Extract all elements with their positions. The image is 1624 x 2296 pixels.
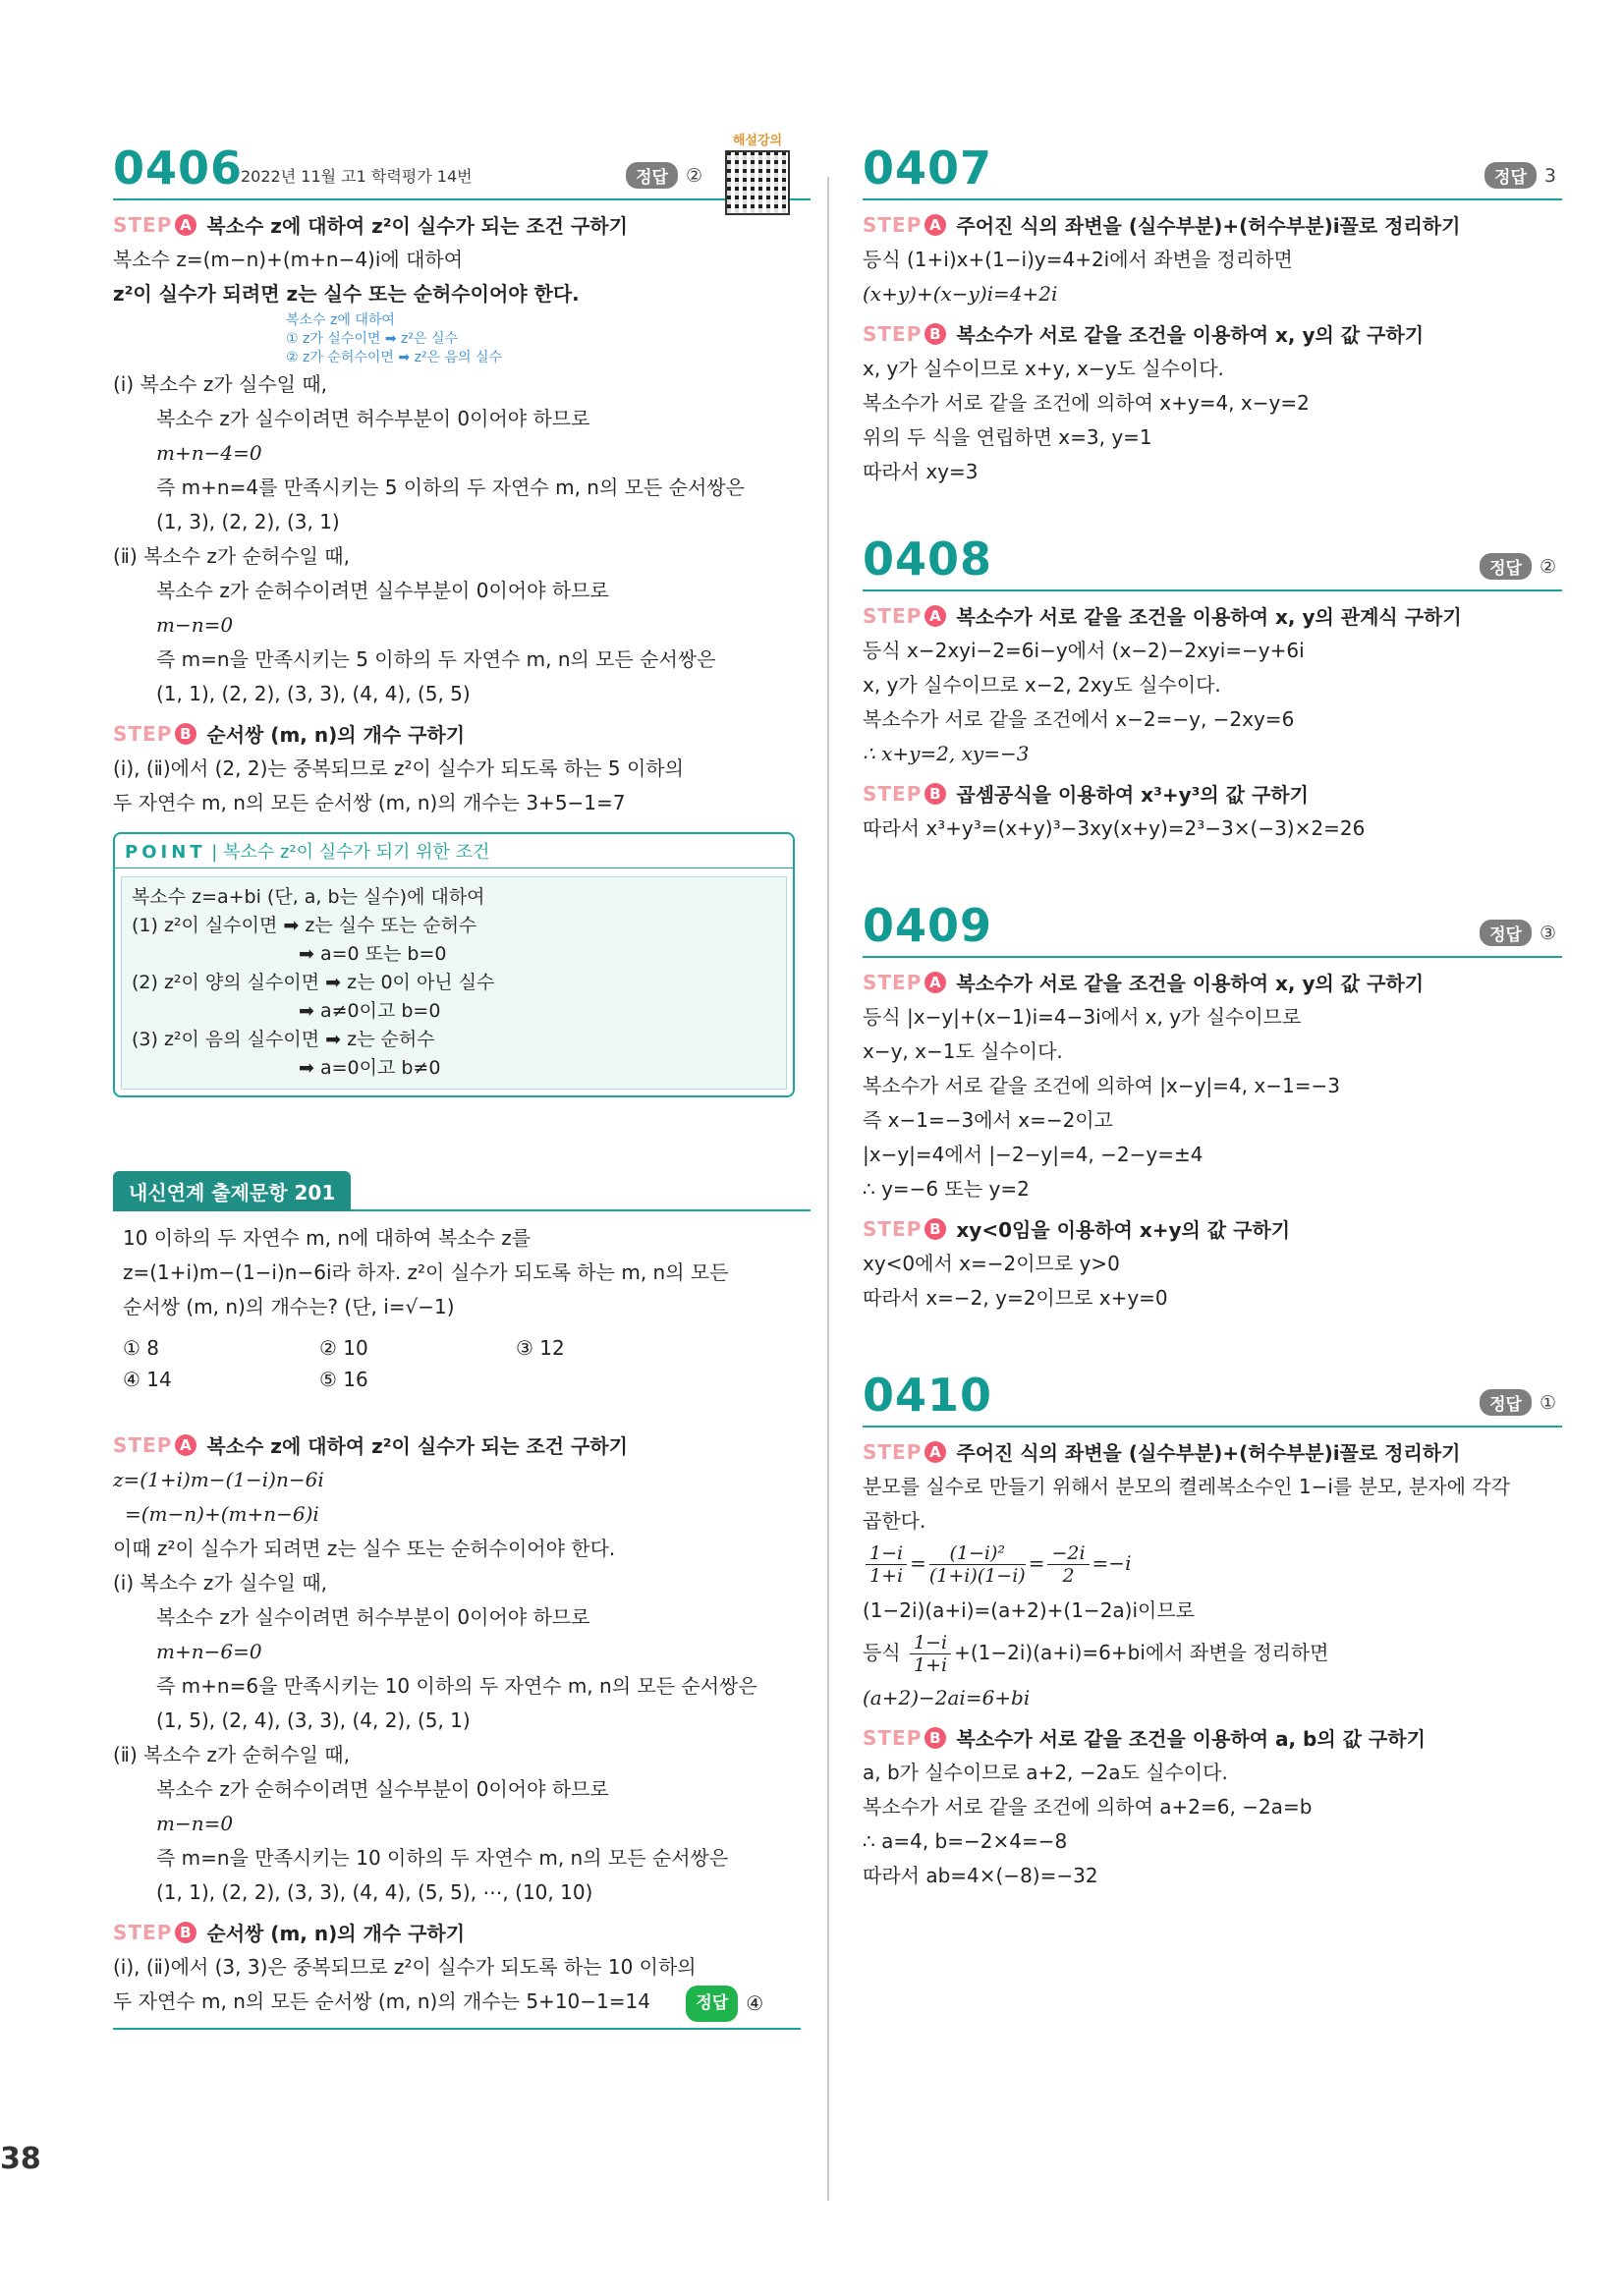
text-line: 따라서 x=−2, y=2이므로 x+y=0 — [863, 1286, 1168, 1310]
answer-badge: 정답 — [1480, 553, 1532, 580]
step-letter-icon: B — [175, 1922, 196, 1943]
step-tag: STEP B — [113, 722, 196, 746]
text-line: (1, 5), (2, 4), (3, 3), (4, 2), (5, 1) — [156, 1708, 471, 1732]
problem-number: 0410 — [863, 1369, 993, 1422]
text-line: z²이 실수가 되려면 z는 실수 또는 순허수이어야 한다. — [113, 282, 580, 306]
equation: m−n=0 — [156, 1812, 234, 1835]
problem-header-0406 — [113, 134, 811, 200]
point-box — [113, 832, 795, 1097]
fraction: $\frac{\text{(1−i)²}}{(1+i)(1-i)}$ — [928, 1542, 1026, 1587]
choice-3[interactable]: ③ 12 — [516, 1336, 565, 1360]
step-title: 복소수가 서로 같을 조건을 이용하여 x, y의 값 구하기 — [956, 323, 1425, 347]
answer-badge: 정답 — [626, 162, 678, 189]
step-title: 복소수 z에 대하여 z²이 실수가 되는 조건 구하기 — [206, 214, 628, 238]
step-tag: STEP A — [113, 1433, 196, 1457]
equation: =(m−n)+(m+n−6)i — [125, 1502, 319, 1526]
equation: (a+2)−2ai=6+bi — [863, 1686, 1031, 1709]
step-tag: STEP A — [863, 971, 946, 994]
text-line: ∴ y=−6 또는 y=2 — [863, 1177, 1030, 1201]
text-line: |x−y|=4에서 |−2−y|=4, −2−y=±4 — [863, 1143, 1204, 1166]
text-line: 따라서 xy=3 — [863, 460, 979, 483]
text-line: 복소수가 서로 같을 조건에 의하여 x+y=4, x−y=2 — [863, 391, 1310, 415]
fraction-equation: 등식 $\frac{1-i}{1+i}$ +(1−2i)(a+i)=6+bi에서 좌변을 정리하면 — [863, 1632, 1329, 1676]
equation: m+n−6=0 — [156, 1640, 262, 1663]
column-divider — [827, 177, 829, 2201]
case-heading: (ⅰ) 복소수 z가 실수일 때, — [113, 372, 328, 396]
step-b-heading — [863, 779, 1562, 808]
step-tag: STEP A — [863, 1440, 946, 1464]
text-line: 복소수가 서로 같을 조건에 의하여 a+2=6, −2a=b — [863, 1795, 1313, 1819]
text-line: (ⅰ), (ⅱ)에서 (2, 2)는 중복되므로 z²이 실수가 되도록 하는 5 이하의 — [113, 756, 684, 780]
answer-box — [1480, 553, 1556, 580]
text-line: x, y가 실수이므로 x−2, 2xy도 실수이다. — [863, 673, 1221, 697]
side-note: ② z가 순허수이면 ➡ z²은 음의 실수 — [286, 350, 503, 365]
fraction: $\frac{1-i}{1+i}$ — [866, 1542, 907, 1587]
case-heading: (ⅱ) 복소수 z가 순허수일 때, — [113, 544, 350, 568]
qr-label: 해설강의 — [732, 134, 783, 148]
answer-value: ③ — [1539, 922, 1556, 944]
text-line: (1, 1), (2, 2), (3, 3), (4, 4), (5, 5) — [156, 682, 471, 705]
point-line: (2) z²이 양의 실수이면 ➡ z는 0이 아닌 실수 — [132, 972, 495, 993]
fraction: $\frac{1-i}{1+i}$ — [910, 1632, 951, 1676]
fraction-equation: $\frac{1-i}{1+i}$ = $\frac{\text{(1−i)²}}{(1+i)(1-i)}$ = $\frac{-2i}{2}$ =−i — [863, 1539, 1562, 1594]
point-line: ➡ a=0이고 b≠0 — [299, 1057, 441, 1079]
point-line: (3) z²이 음의 실수이면 ➡ z는 순허수 — [132, 1029, 435, 1050]
text-line: 복소수 z가 순허수이려면 실수부분이 0이어야 하므로 — [156, 1777, 609, 1801]
step-title: 곱셈공식을 이용하여 x³+y³의 값 구하기 — [956, 783, 1309, 807]
text-line: 따라서 x³+y³=(x+y)³−3xy(x+y)=2³−3×(−3)×2=26 — [863, 816, 1366, 840]
equation: z=(1+i)m−(1−i)n−6i — [113, 1468, 324, 1491]
text-line: (1−2i)(a+i)=(a+2)+(1−2a)i이므로 — [863, 1598, 1195, 1622]
qr-code[interactable] — [724, 130, 791, 215]
step-letter-icon: A — [175, 214, 196, 236]
text-line: (1, 3), (2, 2), (3, 1) — [156, 510, 340, 533]
case-heading: (ⅰ) 복소수 z가 실수일 때, — [113, 1571, 328, 1595]
text-line: x, y가 실수이므로 x+y, x−y도 실수이다. — [863, 357, 1224, 380]
problem-header-0408 — [863, 529, 1562, 591]
equation: ∴ x+y=2, xy=−3 — [863, 742, 1030, 765]
qr-code-icon — [725, 150, 790, 215]
question-line: 순서쌍 (m, n)의 개수는? (단, i=√−1) — [123, 1295, 455, 1318]
answer-value: ④ — [746, 1991, 764, 2015]
text-line: 즉 m+n=4를 만족시키는 5 이하의 두 자연수 m, n의 모든 순서쌍은 — [156, 476, 745, 499]
problem-number: 0406 — [113, 141, 244, 195]
step-b-heading — [863, 319, 1562, 348]
text-line: 분모를 실수로 만들기 위해서 분모의 켤레복소수인 1−i를 분모, 분자에 각각 — [863, 1475, 1510, 1498]
point-line: ➡ a≠0이고 b=0 — [299, 1000, 441, 1022]
problem-header-0410 — [863, 1365, 1562, 1428]
fraction: $\frac{-2i}{2}$ — [1047, 1542, 1089, 1587]
text-line: 즉 m=n을 만족시키는 10 이하의 두 자연수 m, n의 모든 순서쌍은 — [156, 1846, 729, 1870]
point-line: ➡ a=0 또는 b=0 — [299, 943, 447, 965]
equation: (x+y)+(x−y)i=4+2i — [863, 282, 1058, 306]
step-tag: STEP A — [863, 604, 946, 628]
text-line: 복소수 z가 순허수이려면 실수부분이 0이어야 하므로 — [156, 579, 609, 602]
text-line: 등식 |x−y|+(x−1)i=4−3i에서 x, y가 실수이므로 — [863, 1005, 1302, 1029]
answer-value: ① — [1539, 1391, 1556, 1414]
text-line: 두 자연수 m, n의 모든 순서쌍 (m, n)의 개수는 5+10−1=14 정답 ④ — [113, 1985, 811, 2022]
step-b-heading — [863, 1214, 1562, 1243]
text-line: 따라서 ab=4×(−8)=−32 — [863, 1864, 1098, 1887]
problem-source: 2022년 11월 고1 학력평가 14번 — [241, 167, 473, 186]
text-line: 즉 m+n=6을 만족시키는 10 이하의 두 자연수 m, n의 모든 순서쌍은 — [156, 1674, 757, 1698]
point-line: (1) z²이 실수이면 ➡ z는 실수 또는 순허수 — [132, 915, 477, 936]
problem-number: 0407 — [863, 141, 993, 195]
text-line: 복소수가 서로 같을 조건에 의하여 |x−y|=4, x−1=−3 — [863, 1074, 1340, 1097]
related-problem-tab: 내신연계 출제문항 201 — [113, 1171, 351, 1211]
step-tag: STEP B — [863, 782, 946, 806]
step-letter-icon: A — [924, 1441, 946, 1463]
text-line: 등식 x−2xyi−2=6i−y에서 (x−2)−2xyi=−y+6i — [863, 639, 1305, 662]
step-letter-icon: B — [924, 1218, 946, 1240]
divider — [113, 2028, 801, 2030]
answer-value: ② — [1539, 555, 1556, 578]
text-line: xy<0에서 x=−2이므로 y>0 — [863, 1252, 1120, 1275]
equation: m+n−4=0 — [156, 441, 262, 465]
step-tag: STEP B — [863, 1217, 946, 1241]
choice-1[interactable]: ① 8 — [123, 1336, 160, 1360]
related-problem-header — [113, 1166, 811, 1211]
answer-box — [1480, 1389, 1556, 1416]
related-question — [113, 1211, 811, 1324]
text-line: (1, 1), (2, 2), (3, 3), (4, 4), (5, 5), ⋯, (10, 10) — [156, 1880, 593, 1904]
text-line: 위의 두 식을 연립하면 x=3, y=1 — [863, 425, 1152, 449]
choice-5[interactable]: ⑤ 16 — [319, 1368, 368, 1391]
text-line: 복소수 z=(m−n)+(m+n−4)i에 대하여 — [113, 248, 464, 271]
right-column — [863, 138, 1562, 1893]
answer-value: 3 — [1543, 164, 1556, 187]
side-note: 복소수 z에 대하여 — [286, 312, 395, 328]
question-line: 10 이하의 두 자연수 m, n에 대하여 복소수 z를 — [123, 1226, 532, 1250]
question-line: z=(1+i)m−(1−i)n−6i라 하자. z²이 실수가 되도록 하는 m, n의 모든 — [123, 1260, 729, 1284]
problem-number: 0409 — [863, 899, 993, 952]
step-tag: STEP A — [113, 213, 196, 237]
answer-box — [1480, 920, 1556, 946]
text-line: 등식 (1+i)x+(1−i)y=4+2i에서 좌변을 정리하면 — [863, 248, 1293, 271]
step-title: 복소수 z에 대하여 z²이 실수가 되는 조건 구하기 — [206, 1434, 628, 1458]
answer-box — [686, 1986, 763, 2022]
text-line: 복소수가 서로 같을 조건에서 x−2=−y, −2xy=6 — [863, 707, 1295, 731]
page-number: 38 — [0, 2142, 41, 2176]
problem-number: 0408 — [863, 532, 993, 586]
text-line: x−y, x−1도 실수이다. — [863, 1039, 1063, 1063]
step-a-heading — [113, 210, 811, 239]
step-title: 주어진 식의 좌변을 (실수부분)+(허수부분)i꼴로 정리하기 — [956, 1441, 1461, 1465]
answer-value: ② — [685, 164, 702, 187]
point-body — [121, 876, 787, 1090]
step-a-heading — [863, 601, 1562, 630]
step-b-heading — [863, 1723, 1562, 1752]
text-line: 복소수 z가 실수이려면 허수부분이 0이어야 하므로 — [156, 407, 590, 430]
point-header: POINT | 복소수 z²이 실수가 되기 위한 조건 — [115, 834, 793, 868]
text-line: a, b가 실수이므로 a+2, −2a도 실수이다. — [863, 1761, 1228, 1784]
step-letter-icon: B — [924, 1727, 946, 1749]
text-line: 즉 m=n을 만족시키는 5 이하의 두 자연수 m, n의 모든 순서쌍은 — [156, 647, 716, 671]
step-b-heading — [113, 1918, 811, 1946]
answer-badge: 정답 — [1480, 920, 1532, 946]
answer-choices — [113, 1332, 811, 1395]
side-note: ① z가 실수이면 ➡ z²은 실수 — [286, 331, 459, 347]
answer-badge: 정답 — [1480, 1389, 1532, 1416]
step-tag: STEP B — [863, 1726, 946, 1750]
step-title: 복소수가 서로 같을 조건을 이용하여 x, y의 관계식 구하기 — [956, 605, 1462, 629]
step-title: 순서쌍 (m, n)의 개수 구하기 — [206, 1922, 466, 1945]
text-line: 두 자연수 m, n의 모든 순서쌍 (m, n)의 개수는 3+5−1=7 — [113, 791, 626, 814]
text-line: ∴ a=4, b=−2×4=−8 — [863, 1829, 1068, 1853]
point-tag: POINT — [125, 842, 206, 863]
step-a-heading — [863, 210, 1562, 239]
choice-4[interactable]: ④ 14 — [123, 1368, 172, 1391]
step-letter-icon: B — [924, 323, 946, 345]
left-column — [113, 134, 811, 2030]
step-tag: STEP B — [863, 322, 946, 346]
problem-header-0409 — [863, 895, 1562, 958]
step-a-heading — [863, 1437, 1562, 1466]
text-line: (ⅰ), (ⅱ)에서 (3, 3)은 중복되므로 z²이 실수가 되도록 하는 10 이하의 — [113, 1955, 697, 1979]
step-letter-icon: B — [175, 723, 196, 745]
answer-box — [626, 162, 702, 189]
step-a-heading — [863, 968, 1562, 996]
step-b-heading — [113, 719, 811, 748]
text-line: 즉 x−1=−3에서 x=−2이고 — [863, 1108, 1113, 1132]
step-a-heading — [113, 1430, 811, 1459]
step-letter-icon: B — [924, 783, 946, 805]
step-tag: STEP B — [113, 1921, 196, 1944]
answer-badge: 정답 — [1484, 162, 1537, 189]
step-letter-icon: A — [924, 214, 946, 236]
step-title: 복소수가 서로 같을 조건을 이용하여 a, b의 값 구하기 — [956, 1727, 1426, 1751]
text-line: 이때 z²이 실수가 되려면 z는 실수 또는 순허수이어야 한다. — [113, 1537, 616, 1560]
answer-box — [1484, 162, 1556, 189]
case-heading: (ⅱ) 복소수 z가 순허수일 때, — [113, 1743, 350, 1766]
equation: m−n=0 — [156, 613, 234, 637]
choice-2[interactable]: ② 10 — [319, 1336, 368, 1360]
step-title: xy<0임을 이용하여 x+y의 값 구하기 — [956, 1218, 1291, 1242]
step-tag: STEP A — [863, 213, 946, 237]
text-line: 복소수 z가 실수이려면 허수부분이 0이어야 하므로 — [156, 1605, 590, 1629]
problem-header-0407 — [863, 138, 1562, 200]
point-title: 복소수 z²이 실수가 되기 위한 조건 — [223, 842, 490, 863]
step-title: 순서쌍 (m, n)의 개수 구하기 — [206, 723, 466, 747]
answer-badge: 정답 — [686, 1986, 738, 2022]
step-title: 복소수가 서로 같을 조건을 이용하여 x, y의 값 구하기 — [956, 972, 1425, 995]
step-letter-icon: A — [924, 972, 946, 993]
step-letter-icon: A — [924, 605, 946, 627]
point-line: 복소수 z=a+bi (단, a, b는 실수)에 대하여 — [132, 886, 485, 908]
step-letter-icon: A — [175, 1434, 196, 1456]
text-line: 곱한다. — [863, 1509, 926, 1533]
step-title: 주어진 식의 좌변을 (실수부분)+(허수부분)i꼴로 정리하기 — [956, 214, 1461, 238]
